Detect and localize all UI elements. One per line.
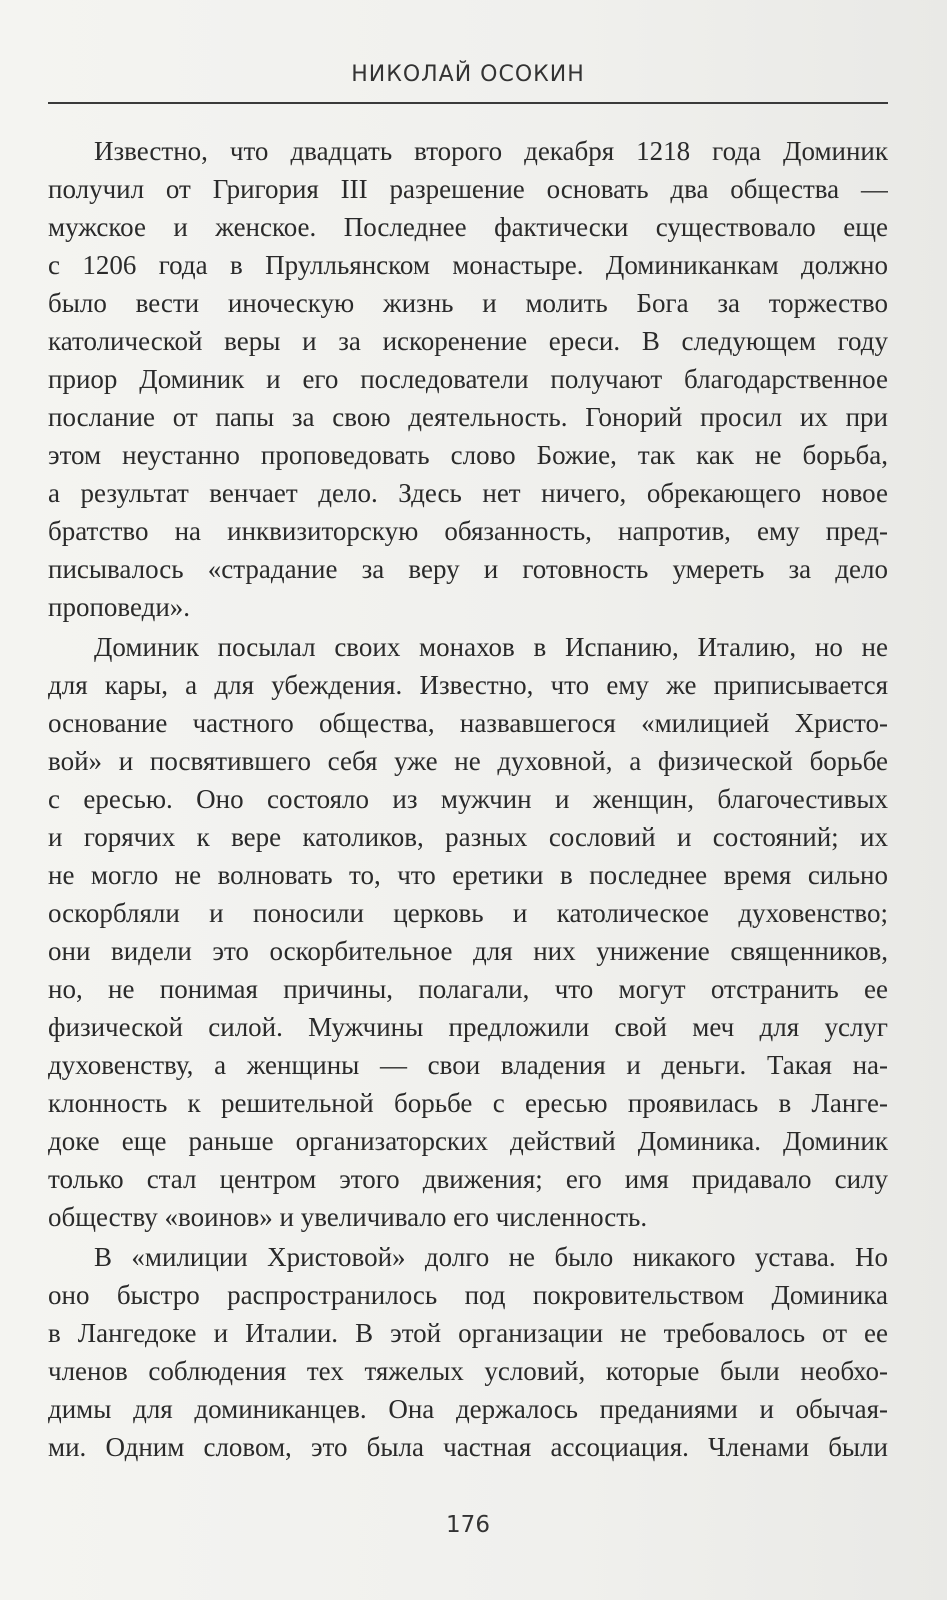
text-line: не могло не волновать то, что еретики в последнее время сильно [48,860,888,890]
text-line: они видели это оскорбительное для них унижение священников, [48,936,888,966]
text-line: Доминик посылал своих монахов в Испанию, Италию, но не [94,632,888,662]
text-line: димы для доминиканцев. Она держалось преданиями и обычая- [48,1394,888,1424]
text-line: доке еще раньше организаторских действий Доминика. Доминик [48,1126,888,1156]
text-line: клонность к решительной борьбе с ересью проявилась в Ланге- [48,1088,888,1118]
text-line: а результат венчает дело. Здесь нет ничего, обрекающего новое [48,478,888,508]
text-line: духовенству, а женщины — свои владения и деньги. Такая на- [48,1050,888,1080]
text-line: писывалось «страдание за веру и готовность умереть за дело [48,554,888,584]
text-line: приор Доминик и его последователи получают благодарственное [48,364,888,394]
text-line: и горячих к вере католиков, разных сословий и состояний; их [48,822,888,852]
header-rule [48,102,888,104]
running-head-title: НИКОЛАЙ ОСОКИН [351,62,585,87]
text-line: Известно, что двадцать второго декабря 1218 года Доминик [94,136,888,166]
text-line: только стал центром этого движения; его имя придавало силу [48,1164,888,1194]
text-line: католической веры и за искоренение ереси. В следующем году [48,326,888,356]
text-line: послание от папы за свою деятельность. Гонорий просил их при [48,402,888,432]
paragraph [48,1238,888,1466]
text-line: с 1206 года в Прулльянском монастыре. Доминиканкам должно [48,250,888,280]
text-line: оно быстро распространилось под покровительством Доминика [48,1280,888,1310]
body-text [48,132,888,1468]
text-line: получил от Григория III разрешение основать два общества — [48,174,888,204]
text-line: братство на инквизиторскую обязанность, напротив, ему пред- [48,516,888,546]
text-line: было вести иноческую жизнь и молить Бога за торжество [48,288,888,318]
text-line: членов соблюдения тех тяжелых условий, которые были необхо- [48,1356,888,1386]
text-line: физической силой. Мужчины предложили свой меч для услуг [48,1012,888,1042]
paragraph [48,132,888,626]
text-line: с ересью. Оно состояло из мужчин и женщин, благочестивых [48,784,888,814]
text-line: ми. Одним словом, это была частная ассоциация. Членами были [48,1432,888,1462]
text-line: В «милиции Христовой» долго не было никакого устава. Но [94,1242,888,1272]
text-line: для кары, а для убеждения. Известно, что ему же приписывается [48,670,888,700]
text-line: мужское и женское. Последнее фактически существовало еще [48,212,888,242]
text-line: обществу «воинов» и увеличивало его численность. [48,1202,648,1232]
text-line: проповеди». [48,592,191,622]
page-number: 176 [446,1512,490,1538]
paragraph [48,628,888,1236]
text-line: этом неустанно проповедовать слово Божие, так как не борьба, [48,440,888,470]
text-line: оскорбляли и поносили церковь и католическое духовенство; [48,898,888,928]
text-line: в Лангедоке и Италии. В этой организации не требовалось от ее [48,1318,888,1348]
text-line: вой» и посвятившего себя уже не духовной, а физической борьбе [48,746,888,776]
text-line: основание частного общества, назвавшегося «милицией Христо- [48,708,888,738]
text-line: но, не понимая причины, полагали, что могут отстранить ее [48,974,888,1004]
